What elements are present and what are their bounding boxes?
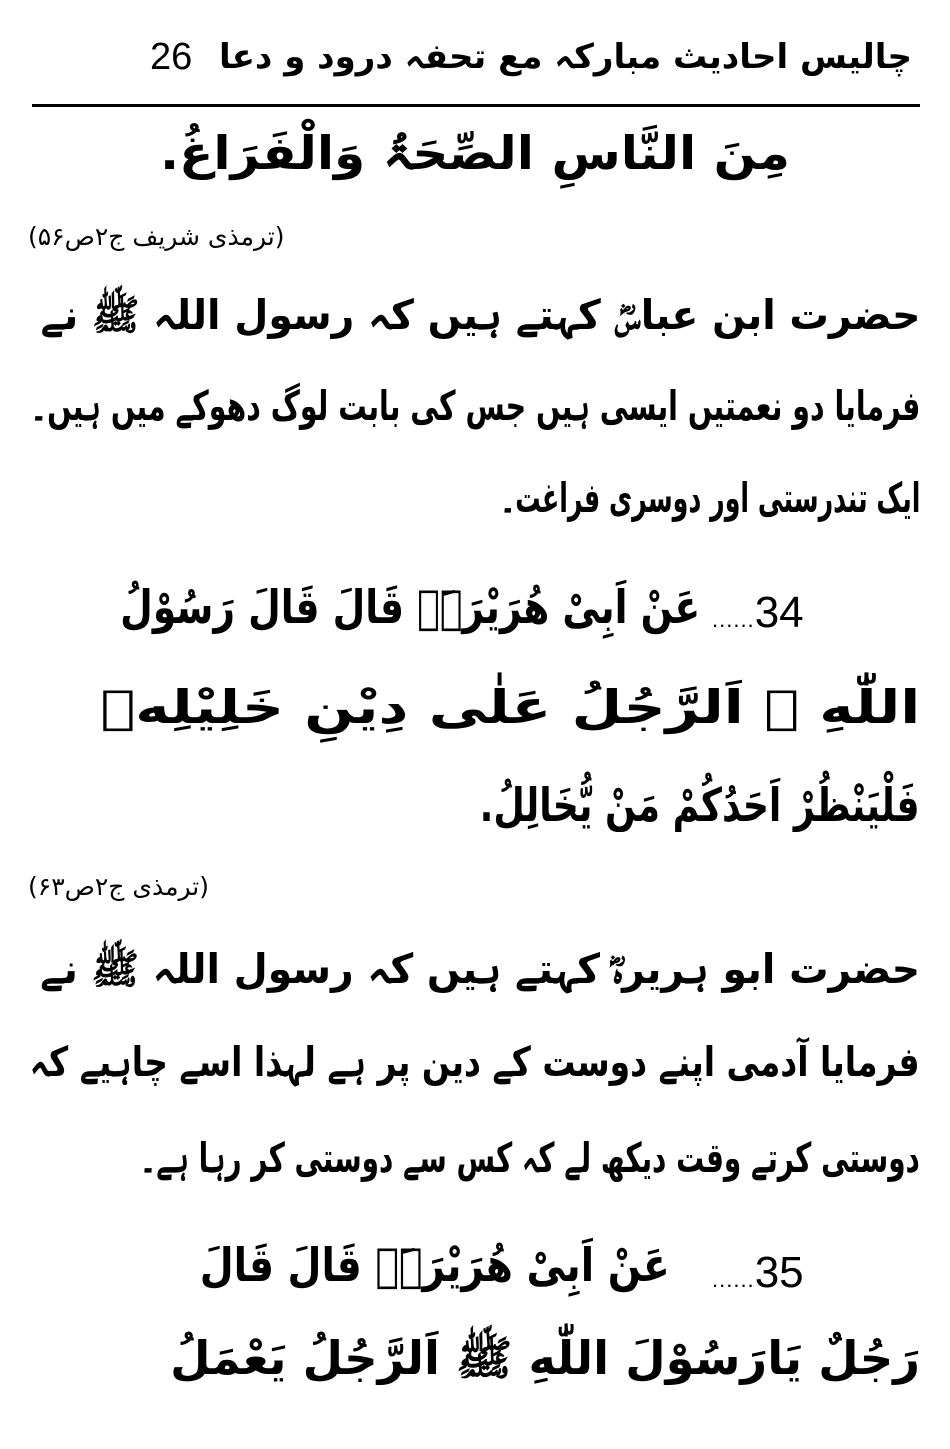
- hadith-number-34: ......34: [712, 588, 804, 637]
- urdu-translation-line-3: ایک تندرستی اور دوسری فراغت۔: [500, 474, 920, 522]
- arabic-text-line-6: رَجُلٌ یَارَسُوْلَ اللّٰهِ ﷺ اَلرَّجُلُ یَعْمَلُ: [169, 1331, 920, 1385]
- page-number: 26: [150, 36, 193, 78]
- urdu-translation-line-6: دوستی کرتے وقت دیکھ لے کہ کس سے دوستی کر رہا ہے۔: [140, 1134, 920, 1182]
- urdu-translation-line-5: فرمایا آدمی اپنے دوست کے دین پر ہے لہذا اسے چاہیے کہ: [30, 1038, 920, 1086]
- hadith-number-35: ......35: [712, 1248, 804, 1297]
- arabic-text-line-4: فَلْیَنْظُرْ اَحَدُکُمْ مَنْ یُّخَالِلُ.: [480, 778, 920, 832]
- urdu-translation-line-4: حضرت ابو ہریرہؓ کہتے ہیں کہ رسول اللہ ﷺ نے: [40, 945, 920, 993]
- reference-tirmidhi-63: (ترمذی ج۲ص۶۳): [28, 872, 209, 901]
- arabic-text-line-3: اللّٰهِ ﷺ اَلرَّجُلُ عَلٰی دِیْنِ خَلِیْلِهٖ: [100, 680, 920, 734]
- urdu-translation-line-1: حضرت ابن عباسؓ کہتے ہیں کہ رسول اللہ ﷺ نے: [40, 291, 920, 339]
- reference-tirmidhi-56: (ترمذی شریف ج۲ص۵۶): [28, 222, 285, 251]
- header-divider: [32, 104, 920, 107]
- page-header: [32, 28, 920, 108]
- arabic-text-line-1: مِنَ النَّاسِ الصِّحَۃُ وَالْفَرَاغُ.: [160, 126, 790, 180]
- book-title: چالیس احادیث مبارکہ مع تحفہ درود و دعا: [218, 37, 912, 77]
- urdu-translation-line-2: فرمایا دو نعمتیں ایسی ہیں جس کی بابت لوگ دھوکے میں ہیں۔: [30, 382, 920, 430]
- arabic-text-line-5: عَنْ اَبِیْ هُرَیْرَۃَؓ قَالَ قَالَ: [200, 1238, 670, 1292]
- arabic-text-line-2: عَنْ اَبِیْ هُرَیْرَۃَؓ قَالَ قَالَ رَسُوْلُ: [120, 580, 700, 634]
